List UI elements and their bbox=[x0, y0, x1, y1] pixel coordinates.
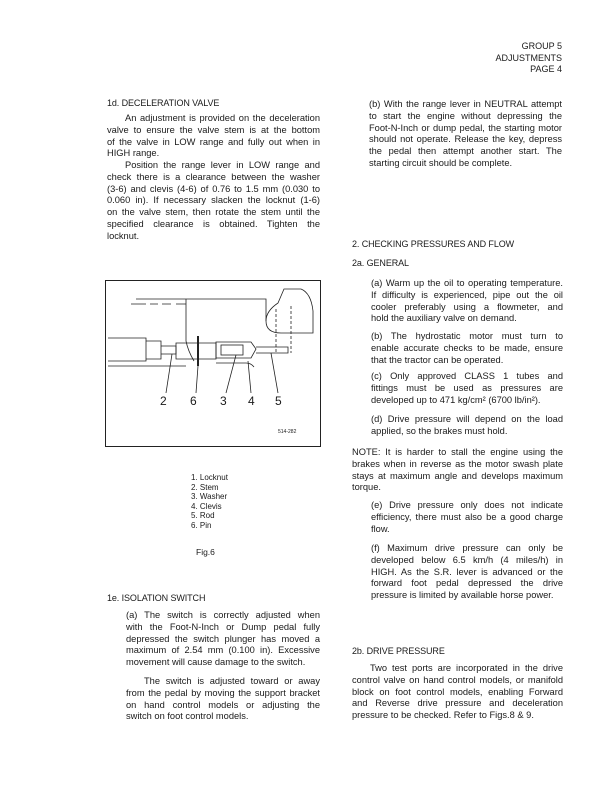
text-line: (d) Drive pressure will depend on the load bbox=[371, 414, 563, 424]
heading-general: 2a. GENERAL bbox=[352, 258, 409, 268]
text-line: pressure to be checked. Refer to Figs.8 & 9. bbox=[352, 710, 534, 721]
callout-5: 5 bbox=[275, 394, 282, 408]
text-line: brakes when in reverse as the motor swash plate bbox=[352, 458, 563, 469]
callout-2: 2 bbox=[160, 394, 167, 408]
heading-drive-pressure: 2b. DRIVE PRESSURE bbox=[352, 646, 445, 656]
legend-item: 4. Clevis bbox=[191, 501, 222, 511]
group-label: GROUP 5 bbox=[521, 41, 562, 51]
text-line: from the pedal by moving the support bracket bbox=[126, 687, 320, 698]
legend-item: 2. Stem bbox=[191, 482, 219, 492]
text-line: on hand control models or adjusting the bbox=[126, 699, 320, 710]
paragraph bbox=[371, 331, 563, 366]
text-line: fittings must be used as pressures are bbox=[371, 382, 563, 393]
text-line: efficiency, there must also be a good charge bbox=[371, 511, 563, 522]
valve-illustration bbox=[106, 281, 319, 445]
callout-4: 4 bbox=[248, 394, 255, 408]
figure-caption: Fig.6 bbox=[196, 547, 215, 557]
page-number: PAGE 4 bbox=[530, 64, 562, 75]
heading-checking-pressures: 2. CHECKING PRESSURES AND FLOW bbox=[352, 239, 515, 249]
text-line: Position the range lever in LOW range and bbox=[125, 160, 320, 170]
heading-isolation-switch: 1e. ISOLATION SWITCH bbox=[107, 593, 206, 603]
page-header bbox=[495, 41, 562, 76]
paragraph bbox=[371, 278, 563, 325]
text-line: (a) The switch is correctly adjusted when bbox=[126, 610, 320, 620]
text-line: with the Foot-N-Inch or Dump pedal fully bbox=[126, 621, 320, 632]
text-line: valve to ensure the valve stem is at the bottom bbox=[107, 124, 320, 135]
text-line: starting circuit should be complete. bbox=[369, 157, 513, 168]
legend-item: 6. Pin bbox=[191, 520, 212, 530]
legend-item: 1. Locknut bbox=[191, 473, 228, 482]
text-line: maximum of 2.54 mm (0.100 in). Excessive bbox=[126, 645, 320, 656]
paragraph bbox=[369, 99, 562, 170]
text-line: to start the engine without depressing the bbox=[369, 110, 562, 121]
text-line: movement will cause damage to the switch. bbox=[126, 657, 306, 668]
callout-6: 6 bbox=[190, 394, 197, 408]
text-line: applied, so the brakes must hold. bbox=[371, 425, 508, 436]
text-line: forward foot pedal depressed the drive bbox=[371, 578, 563, 589]
callout-3: 3 bbox=[220, 394, 227, 408]
paragraph bbox=[107, 160, 320, 243]
paragraph bbox=[352, 663, 563, 722]
text-line: enable accurate checks to be made, ensure bbox=[371, 342, 563, 353]
text-line: switch on foot control models. bbox=[126, 711, 249, 722]
paragraph bbox=[371, 414, 563, 438]
text-line: and Reverse drive pressure and deceleration bbox=[352, 698, 563, 709]
text-line: specified clearance is obtained. Tighten the bbox=[107, 218, 320, 229]
text-line: of the valve in LOW range and fully out when in bbox=[107, 136, 320, 147]
figure-6-diagram bbox=[105, 280, 321, 447]
figure-legend bbox=[191, 473, 228, 531]
text-line: on the valve stem, then rotate the stem until the bbox=[107, 207, 320, 218]
text-line: pressure is limited by available horse power. bbox=[371, 590, 554, 601]
text-line: stays at maximum angle and develops maximum bbox=[352, 470, 563, 481]
text-line: the pedal then attempt another start. The bbox=[369, 146, 562, 157]
text-line: developed up to 471 kg/cm² (6700 lb/in²). bbox=[371, 394, 541, 405]
text-line: (b) The hydrostatic motor must turn to bbox=[371, 331, 563, 341]
text-line: cooler preferably using a flowmeter, and bbox=[371, 301, 563, 312]
text-line: HIGH. As the S.R. lever is advanced or the bbox=[371, 566, 563, 577]
text-line: An adjustment is provided on the deceleration bbox=[125, 113, 320, 123]
paragraph bbox=[126, 676, 320, 723]
text-line: locknut. bbox=[107, 230, 140, 241]
text-line: Foot-N-Inch or dump pedal, the starting motor bbox=[369, 122, 562, 133]
text-line: NOTE: It is harder to stall the engine using the bbox=[352, 447, 563, 457]
text-line: developed below 6.5 km/h (4 miles/h) in bbox=[371, 554, 563, 565]
figure-code: 514-282 bbox=[278, 429, 297, 435]
text-line: (a) Warm up the oil to operating temperature. bbox=[371, 278, 563, 288]
text-line: hold the auxiliary valve on demand. bbox=[371, 313, 517, 324]
legend-item: 5. Rod bbox=[191, 511, 215, 521]
text-line: (3-6) and clevis (4-6) of 0.76 to 1.5 mm (0.030 to bbox=[107, 183, 320, 194]
text-line: (b) With the range lever in NEUTRAL attempt bbox=[369, 99, 562, 109]
text-line: (e) Drive pressure only does not indicate bbox=[371, 500, 563, 510]
paragraph bbox=[371, 543, 563, 602]
text-line: depressed the switch plunger has moved a bbox=[126, 633, 320, 644]
paragraph bbox=[371, 500, 563, 535]
section-label: ADJUSTMENTS bbox=[495, 52, 562, 63]
text-line: HIGH range. bbox=[107, 148, 160, 159]
legend-item: 3. Washer bbox=[191, 492, 228, 502]
text-line: check there is a clearance between the washer bbox=[107, 171, 320, 182]
text-line: block on foot control models, enabling Forward bbox=[352, 686, 563, 697]
text-line: If difficulty is experienced, pipe out the oil bbox=[371, 289, 563, 300]
paragraph bbox=[126, 610, 320, 669]
text-line: should not operate. Release the key, depress bbox=[369, 134, 562, 145]
heading-deceleration-valve: 1d. DECELERATION VALVE bbox=[107, 98, 220, 108]
text-line: that the tractor can be operated. bbox=[371, 354, 504, 365]
text-line: (c) Only approved CLASS 1 tubes and bbox=[371, 371, 563, 381]
text-line: The switch is adjusted toward or away bbox=[144, 676, 320, 686]
note-paragraph bbox=[352, 447, 563, 494]
paragraph bbox=[107, 113, 320, 160]
text-line: flow. bbox=[371, 523, 390, 534]
text-line: 0.060 in). If necessary slacken the locknut (1-6) bbox=[107, 195, 320, 206]
text-line: Two test ports are incorporated in the drive bbox=[370, 663, 563, 673]
text-line: torque. bbox=[352, 482, 381, 493]
text-line: (f) Maximum drive pressure can only be bbox=[371, 543, 563, 553]
paragraph bbox=[371, 371, 563, 406]
text-line: control valve on hand control models, or manifold bbox=[352, 674, 563, 685]
